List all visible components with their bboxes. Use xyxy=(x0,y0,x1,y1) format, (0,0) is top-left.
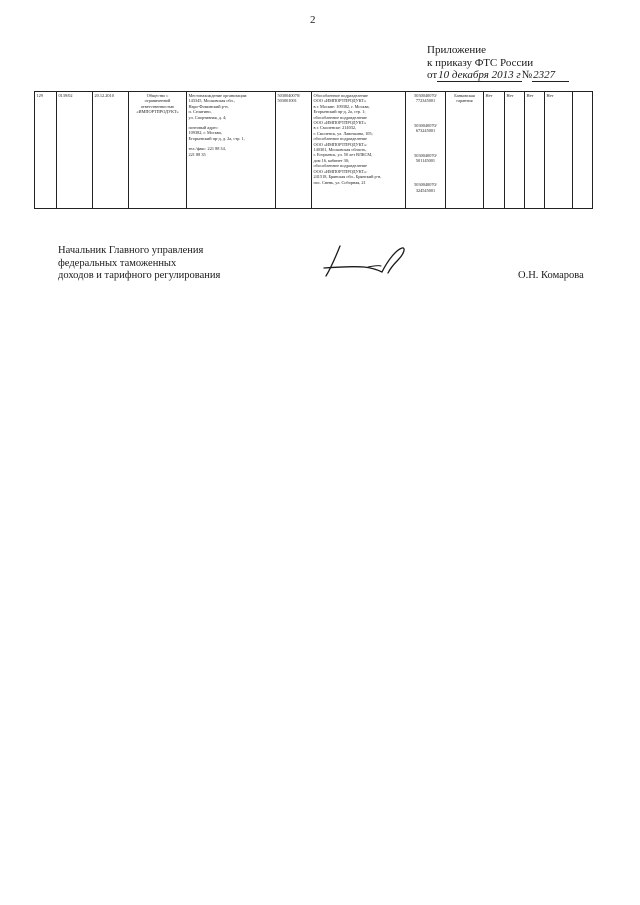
cell-address: Местонахождение организации: 143345, Московская обл., Наро-Фоминский р-н, п. Селятино, ул. Спортивная, д. 4; почтовый адрес: 109382, г. Москва, Егорьевский пр-д, д. 2а, стр. 1, тел./факс: 221 88 34, 221 88 35 xyxy=(187,92,276,209)
cell-branches: Обособленное подразделение ООО «ИМПОРТПРОДУКТ» в г. Москве: 109382, г. Москва, Егорьевский пр-д, 2а, стр. 1; обособленное подразделение ООО «ИМПОРТПРОДУКТ» в г. Смоленске: 214032, г. Смоленск, ул. Лавочкина, 105; обособленное подразделение ООО «ИМПОРТПРОДУКТ»: 140301, Московская область, г. Егорьевск, ул. 50 лет ВЛКСМ, дом 16, кабинет 30; обособленное подразделение ООО «ИМПОРТПРОДУКТ»: 241518, Брянская обл., Брянский р-н, пос. Свень, ул. Соборная, 21 xyxy=(312,92,406,209)
cell-empty xyxy=(573,92,593,209)
appendix-header xyxy=(427,44,607,82)
cell-flag-3: Нет xyxy=(525,92,545,209)
cell-guarantee: Банковская гарантия xyxy=(446,92,484,209)
cell-inn-kpp: 5030040070/ 503001001 xyxy=(276,92,312,209)
signatory-position: Начальник Главного управления федеральных таможенных доходов и тарифного регулирования xyxy=(58,245,221,281)
appendix-title: Приложение xyxy=(427,44,487,56)
appendix-date-prefix: от xyxy=(427,69,438,81)
signatory-name: О.Н. Комарова xyxy=(518,270,584,281)
page-number: 2 xyxy=(310,14,316,26)
cell-date: 20.12.2010 xyxy=(93,92,129,209)
cell-flag-2: Нет xyxy=(505,92,525,209)
cell-branch-inn-kpp: 5030040070/ 772345001 5030040070/ 673245001 5030040070/ 501145001 5030040070/ 324545001 xyxy=(406,92,446,209)
table-row xyxy=(35,92,593,209)
appendix-date: 10 декабря 2013 г xyxy=(438,69,521,81)
appendix-order: к приказу ФТС России xyxy=(427,56,534,69)
registry-table xyxy=(34,91,593,209)
cell-flag-1: Нет xyxy=(484,92,505,209)
appendix-date-line xyxy=(427,69,607,82)
cell-organization: Общество с ограниченной ответственностью «ИМПОРТПРОДУКТ» xyxy=(129,92,187,209)
handwritten-signature xyxy=(318,242,410,280)
cell-number: 129 xyxy=(35,92,57,209)
cell-code: 0139/02 xyxy=(57,92,93,209)
appendix-number-prefix: № xyxy=(521,69,533,81)
cell-flag-4: Нет xyxy=(545,92,573,209)
appendix-number: 2327 xyxy=(532,69,569,82)
